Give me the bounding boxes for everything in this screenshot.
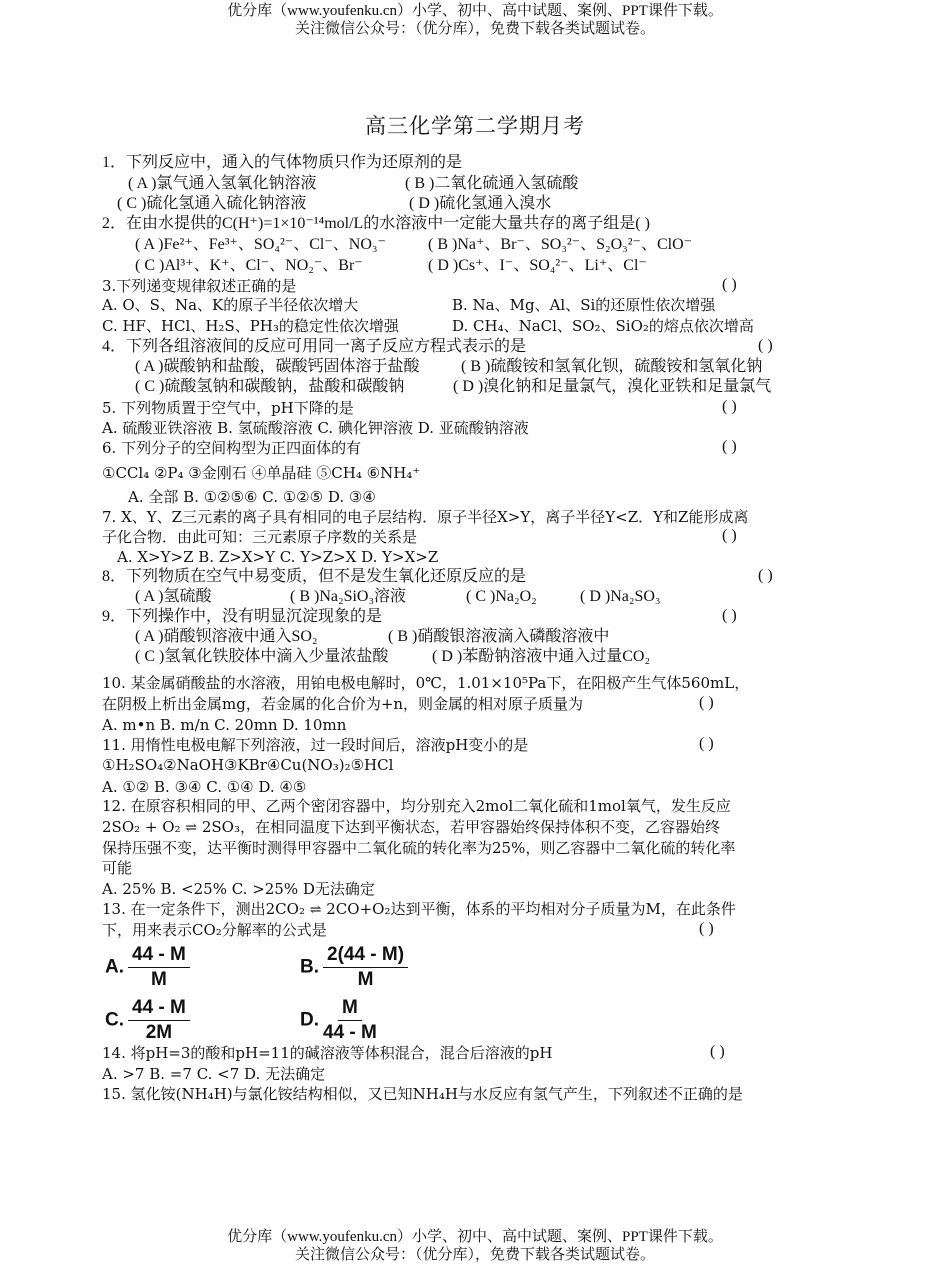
q9-answer-paren: ( ) [722, 607, 737, 624]
q11-items: ①H₂SO₄②NaOH③KBr④Cu(NO₃)₂⑤HCl [102, 756, 394, 774]
q13-stem-right: 2CO+O₂达到平衡，体系的平均相对分子质量为M，在此条件 [326, 900, 736, 918]
q13-option-d-denominator: 44 - M [323, 1022, 377, 1043]
q4-answer-paren: ( ) [758, 337, 773, 354]
page-footer [0, 1228, 950, 1264]
page-title: 高三化学第二学期月考 [365, 114, 585, 138]
q13-answer-paren: ( ) [699, 920, 714, 937]
q13-option-a-label: A. [105, 956, 124, 978]
q13-stem-line-2: 下，用来表示CO₂分解率的公式是 [102, 921, 327, 939]
q13-option-c [105, 997, 190, 1044]
q6-items: ①CCl₄ ②P₄ ③金刚石 ④单晶硅 ⑤CH₄ ⑥NH₄⁺ [102, 464, 421, 482]
header-line-1: 优分库（www.youfenku.cn）小学、初中、高中试题、案例、PPT课件下载。 [227, 3, 723, 19]
q3-option-b: B. Na、Mg、Al、Si的还原性依次增强 [452, 296, 716, 314]
q15-stem: 15. 氢化铵(NH₄H)与氯化铵结构相似，又已知NH₄H与水反应有氢气产生，下列叙述不正确的是 [102, 1085, 743, 1103]
q13-option-d-numerator: M [338, 997, 362, 1021]
q13-stem-line-1 [102, 899, 736, 920]
q6-answer-paren: ( ) [722, 438, 737, 455]
q8-option-a: ( A )氢硫酸 [135, 588, 212, 605]
q14-options: A. >7 B. =7 C. <7 D. 无法确定 [102, 1065, 326, 1083]
q13-option-c-fraction [128, 997, 190, 1044]
equilibrium-arrow-icon: ⇌ [185, 820, 198, 836]
q13-option-b-fraction [323, 944, 408, 991]
q7-answer-paren: ( ) [722, 527, 737, 544]
q11-options: A. ①② B. ③④ C. ①④ D. ④⑤ [102, 778, 307, 796]
q3-option-c: C. HF、HCl、H₂S、PH₃的稳定性依次增强 [102, 317, 399, 335]
q3-option-a: A. O、S、Na、K的原子半径依次增大 [102, 296, 359, 314]
q13-option-a-fraction [128, 944, 190, 991]
q2-stem: 2．在由水提供的C(H⁺)=1×10⁻¹⁴mol/L的水溶液中一定能大量共存的离子组是( ) [102, 215, 650, 232]
q13-option-c-label: C. [105, 1009, 124, 1031]
q3-option-d: D. CH₄、NaCl、SO₂、SiO₂的熔点依次增高 [452, 317, 754, 335]
q4-stem: 4．下列各组溶液间的反应可用同一离子反应方程式表示的是 [102, 338, 527, 355]
q10-stem-line-2: 在阴极上析出金属mg，若金属的化合价为+n，则金属的相对原子质量为 [102, 695, 584, 713]
q5-answer-paren: ( ) [722, 398, 737, 415]
q13-option-b-label: B. [300, 956, 319, 978]
q10-answer-paren: ( ) [699, 694, 714, 711]
q5-stem: 5. 下列物质置于空气中，pH下降的是 [102, 399, 354, 417]
q13-option-d-label: D. [300, 1009, 319, 1031]
header-line-2: 关注微信公众号：（优分库），免费下载各类试题试卷。 [294, 21, 655, 37]
q1-stem: 1．下列反应中，通入的气体物质只作为还原剂的是 [102, 154, 463, 171]
q7-options: A. X>Y>Z B. Z>X>Y C. Y>Z>X D. Y>X>Z [117, 548, 439, 566]
q12-equation-right: 2SO₃，在相同温度下达到平衡状态，若甲容器始终保持体积不变，乙容器始终 [201, 818, 720, 836]
q9-option-d: ( D )苯酚钠溶液中通入过量CO₂ [432, 648, 651, 665]
q13-option-a [105, 944, 190, 991]
q1-option-c: ( C )硫化氢通入硫化钠溶液 [117, 195, 307, 212]
q6-options: A. 全部 B. ①②⑤⑥ C. ①②⑤ D. ③④ [128, 488, 376, 506]
q8-option-c: ( C )Na₂O₂ [466, 588, 537, 605]
footer-line-1: 优分库（www.youfenku.cn）小学、初中、高中试题、案例、PPT课件下载。 [227, 1229, 723, 1245]
q12-stem-line-2 [102, 817, 720, 838]
q13-option-c-numerator: 44 - M [128, 997, 190, 1021]
q7-stem-line-1: 7. X、Y、Z三元素的离子具有相同的电子层结构．原子半径X>Y，离子半径Y<Z．Y和Z能形成离 [102, 508, 749, 526]
page-header [0, 2, 950, 38]
q2-option-a: ( A )Fe²⁺、Fe³⁺、SO₄²⁻、Cl⁻、NO₃⁻ [135, 236, 386, 253]
q13-option-b [300, 944, 408, 991]
q3-stem: 3.下列递变规律叙述正确的是 [102, 277, 297, 295]
q12-stem-line-3: 保持压强不变，达平衡时测得甲容器中二氧化硫的转化率为25%，则乙容器中二氧化硫的转化率 [102, 839, 736, 857]
q9-option-b: ( B )硝酸银溶液滴入磷酸溶液中 [388, 628, 610, 645]
q8-answer-paren: ( ) [758, 567, 773, 584]
q2-option-c: ( C )Al³⁺、K⁺、Cl⁻、NO₂⁻、Br⁻ [135, 257, 363, 274]
q1-option-d: ( D )硫化氢通入溴水 [409, 195, 552, 212]
q13-option-c-denominator: 2M [145, 1022, 173, 1043]
q3-answer-paren: ( ) [722, 276, 737, 293]
q7-stem-line-2: 子化合物．由此可知：三元素原子序数的关系是 [102, 528, 418, 546]
q13-option-b-denominator: M [357, 969, 374, 990]
q11-stem: 11. 用惰性电极电解下列溶液，过一段时间后，溶液pH变小的是 [102, 736, 529, 754]
q12-equation-left: 2SO₂ + O₂ [102, 818, 181, 836]
footer-line-2: 关注微信公众号：（优分库），免费下载各类试题试卷。 [294, 1247, 655, 1263]
q5-options: A. 硫酸亚铁溶液 B. 氢硫酸溶液 C. 碘化钾溶液 D. 亚硫酸钠溶液 [102, 419, 529, 437]
q13-option-a-denominator: M [151, 969, 167, 990]
q13-option-b-numerator: 2(44 - M) [323, 944, 408, 968]
q13-option-a-numerator: 44 - M [128, 944, 190, 968]
q12-stem-line-1: 12. 在原容积相同的甲、乙两个密闭容器中，均分别充入2mol二氧化硫和1mol氧气，发生反应 [102, 797, 731, 815]
q8-option-b: ( B )Na₂SiO₃溶液 [290, 588, 407, 605]
q1-option-b: ( B )二氧化硫通入氢硫酸 [405, 175, 579, 192]
q9-option-c: ( C )氢氧化铁胶体中滴入少量浓盐酸 [135, 648, 389, 665]
q4-option-b: ( B )硫酸铵和氢氧化钡，硫酸铵和氢氧化钠 [461, 358, 763, 375]
q4-option-d: ( D )溴化钠和足量氯气，溴化亚铁和足量氯气 [453, 378, 772, 395]
q11-answer-paren: ( ) [699, 735, 714, 752]
q2-option-d: ( D )Cs⁺、I⁻、SO₄²⁻、Li⁺、Cl⁻ [428, 257, 647, 274]
q4-option-c: ( C )硫酸氢钠和碳酸钠，盐酸和碳酸钠 [135, 378, 405, 395]
equilibrium-arrow-icon: ⇌ [309, 902, 322, 918]
q10-options: A. m•n B. m/n C. 20mn D. 10mn [102, 716, 347, 734]
q13-option-d-fraction [323, 997, 377, 1044]
q13-option-d [300, 997, 377, 1044]
q12-options: A. 25% B. <25% C. >25% D无法确定 [102, 880, 375, 898]
q14-answer-paren: ( ) [710, 1043, 725, 1060]
q2-option-b: ( B )Na⁺、Br⁻、SO₃²⁻、S₂O₃²⁻、ClO⁻ [428, 236, 693, 253]
q6-stem: 6. 下列分子的空间构型为正四面体的有 [102, 439, 362, 457]
q9-stem: 9．下列操作中，没有明显沉淀现象的是 [102, 608, 383, 625]
q8-option-d: ( D )Na₂SO₃ [580, 588, 661, 605]
q13-stem-left: 13. 在一定条件下，测出2CO₂ [102, 900, 305, 918]
q14-stem: 14. 将pH=3的酸和pH=11的碱溶液等体积混合，混合后溶液的pH [102, 1044, 553, 1062]
q8-stem: 8．下列物质在空气中易变质，但不是发生氧化还原反应的是 [102, 568, 527, 585]
q10-stem-line-1: 10. 某金属硝酸盐的水溶液，用铂电极电解时，0℃，1.01×10⁵Pa下，在阳极产生气体560mL， [102, 674, 750, 692]
q4-option-a: ( A )碳酸钠和盐酸，碳酸钙固体溶于盐酸 [135, 358, 420, 375]
q1-option-a: ( A )氯气通入氢氧化钠溶液 [128, 175, 317, 192]
q9-option-a: ( A )硝酸钡溶液中通入SO₂ [135, 628, 318, 645]
q12-stem-line-4: 可能 [102, 859, 133, 877]
